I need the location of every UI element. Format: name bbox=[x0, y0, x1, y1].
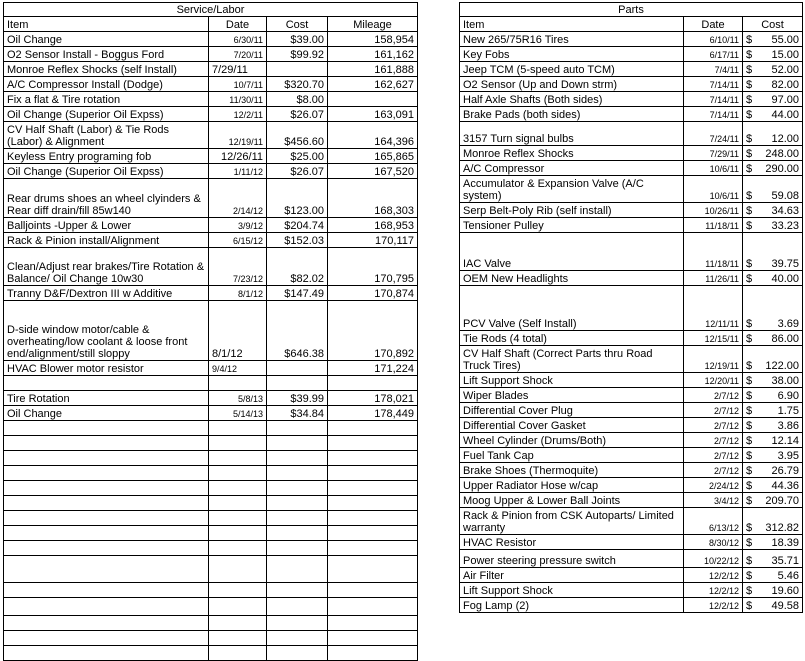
cell-cost bbox=[743, 508, 803, 535]
cell-item: Oil Change bbox=[4, 406, 209, 421]
cell-date: 10/7/11 bbox=[209, 77, 267, 92]
cell-date: 7/29/11 bbox=[684, 146, 743, 161]
cell-date: 3/4/12 bbox=[684, 493, 743, 508]
cell-cost: $82.02 bbox=[267, 248, 328, 286]
cell-item: O2 Sensor Install - Boggus Ford bbox=[4, 47, 209, 62]
cell-date: 6/17/11 bbox=[684, 47, 743, 62]
cell-item: Moog Upper & Lower Ball Joints bbox=[460, 493, 684, 508]
amount: 209.70 bbox=[765, 495, 800, 507]
cell-cost bbox=[743, 418, 803, 433]
amount: 248.00 bbox=[765, 148, 800, 160]
cell-date: 3/9/12 bbox=[209, 218, 267, 233]
table-row bbox=[460, 478, 803, 493]
cell-cost bbox=[743, 286, 803, 331]
currency-symbol: $ bbox=[746, 420, 753, 432]
amount: 3.69 bbox=[777, 318, 800, 330]
cell-item: Half Axle Shafts (Both sides) bbox=[460, 92, 684, 107]
currency-symbol: $ bbox=[746, 555, 753, 567]
cell-item: Monroe Reflex Shocks (self Install) bbox=[4, 62, 209, 77]
table-row bbox=[4, 218, 418, 233]
table-row bbox=[460, 493, 803, 508]
cell-item: Lift Support Shock bbox=[460, 583, 684, 598]
cell-date: 5/8/13 bbox=[209, 391, 267, 406]
cell-item: Air Filter bbox=[460, 568, 684, 583]
cell-cost bbox=[743, 493, 803, 508]
cell-item: Lift Support Shock bbox=[460, 373, 684, 388]
currency-symbol: $ bbox=[746, 570, 753, 582]
amount: 19.60 bbox=[771, 585, 800, 597]
cell-item: Monroe Reflex Shocks bbox=[460, 146, 684, 161]
amount: 6.90 bbox=[777, 390, 800, 402]
cell-cost bbox=[743, 271, 803, 286]
table-row bbox=[460, 32, 803, 47]
cell-cost bbox=[743, 92, 803, 107]
currency-symbol: $ bbox=[746, 133, 753, 145]
table-row bbox=[460, 535, 803, 550]
cell-item: Upper Radiator Hose w/cap bbox=[460, 478, 684, 493]
cell-cost: $26.07 bbox=[267, 107, 328, 122]
cell-item: Power steering pressure switch bbox=[460, 550, 684, 568]
cell-cost bbox=[743, 598, 803, 613]
table-row bbox=[460, 146, 803, 161]
table-row bbox=[4, 406, 418, 421]
parts-title: Parts bbox=[460, 3, 803, 17]
cell-date: 11/18/11 bbox=[684, 218, 743, 233]
cell-item: Differential Cover Gasket bbox=[460, 418, 684, 433]
amount: 55.00 bbox=[771, 34, 800, 46]
currency-symbol: $ bbox=[746, 390, 753, 402]
amount: 97.00 bbox=[771, 94, 800, 106]
cell-cost: $39.99 bbox=[267, 391, 328, 406]
cell-mileage: 170,892 bbox=[328, 301, 418, 361]
cell-item: CV Half Shaft (Labor) & Tie Rods (Labor) & Alignment bbox=[4, 122, 209, 149]
cell-cost: $34.84 bbox=[267, 406, 328, 421]
cell-item: Rear drums shoes an wheel clyinders & Rear diff drain/fill 85w140 bbox=[4, 179, 209, 218]
table-row bbox=[4, 47, 418, 62]
table-row bbox=[4, 391, 418, 406]
cell-date: 12/19/11 bbox=[209, 122, 267, 149]
col-header-item: Item bbox=[4, 17, 209, 32]
col-header-date: Date bbox=[209, 17, 267, 32]
currency-symbol: $ bbox=[746, 522, 753, 534]
amount: 34.63 bbox=[771, 205, 800, 217]
cell-cost bbox=[743, 77, 803, 92]
currency-symbol: $ bbox=[746, 190, 753, 202]
cell-item: 3157 Turn signal bulbs bbox=[460, 122, 684, 146]
table-row bbox=[460, 508, 803, 535]
currency-symbol: $ bbox=[746, 79, 753, 91]
table-row bbox=[4, 107, 418, 122]
col-header-cost: Cost bbox=[267, 17, 328, 32]
cell-cost bbox=[743, 218, 803, 233]
currency-symbol: $ bbox=[746, 220, 753, 232]
cell-date: 7/24/11 bbox=[684, 122, 743, 146]
table-row bbox=[4, 164, 418, 179]
table-row bbox=[460, 47, 803, 62]
cell-date: 2/7/12 bbox=[684, 448, 743, 463]
cell-item: CV Half Shaft (Correct Parts thru Road Truck Tires) bbox=[460, 346, 684, 373]
service-labor-table bbox=[3, 2, 418, 661]
table-row bbox=[460, 388, 803, 403]
amount: 40.00 bbox=[771, 273, 800, 285]
cell-date: 7/20/11 bbox=[209, 47, 267, 62]
currency-symbol: $ bbox=[746, 94, 753, 106]
amount: 33.23 bbox=[771, 220, 800, 232]
table-row bbox=[4, 122, 418, 149]
cell-item: D-side window motor/cable & overheating/low coolant & loose front end/alignment/still sloppy bbox=[4, 301, 209, 361]
cell-item: A/C Compressor bbox=[460, 161, 684, 176]
cell-date: 5/14/13 bbox=[209, 406, 267, 421]
table-row bbox=[460, 271, 803, 286]
cell-cost bbox=[743, 583, 803, 598]
cell-cost bbox=[743, 550, 803, 568]
cell-item: PCV Valve (Self Install) bbox=[460, 286, 684, 331]
table-row bbox=[4, 179, 418, 218]
cell-date: 12/19/11 bbox=[684, 346, 743, 373]
cell-date: 7/14/11 bbox=[684, 92, 743, 107]
cell-date: 11/30/11 bbox=[209, 92, 267, 107]
cell-item: Serp Belt-Poly Rib (self install) bbox=[460, 203, 684, 218]
cell-date: 12/20/11 bbox=[684, 373, 743, 388]
cell-item: Rack & Pinion from CSK Autoparts/ Limited warranty bbox=[460, 508, 684, 535]
amount: 49.58 bbox=[771, 600, 800, 612]
cell-date: 2/7/12 bbox=[684, 463, 743, 478]
cell-item: Key Fobs bbox=[460, 47, 684, 62]
cell-mileage: 158,954 bbox=[328, 32, 418, 47]
cell-date: 2/14/12 bbox=[209, 179, 267, 218]
table-row bbox=[460, 218, 803, 233]
amount: 15.00 bbox=[771, 49, 800, 61]
currency-symbol: $ bbox=[746, 537, 753, 549]
cell-date: 2/7/12 bbox=[684, 433, 743, 448]
cell-item: New 265/75R16 Tires bbox=[460, 32, 684, 47]
table-row bbox=[460, 346, 803, 373]
table-row bbox=[460, 463, 803, 478]
cell-cost: $456.60 bbox=[267, 122, 328, 149]
cell-item: HVAC Blower motor resistor bbox=[4, 361, 209, 376]
currency-symbol: $ bbox=[746, 49, 753, 61]
cell-cost: $8.00 bbox=[267, 92, 328, 107]
amount: 44.36 bbox=[771, 480, 800, 492]
cell-date: 10/6/11 bbox=[684, 176, 743, 203]
amount: 122.00 bbox=[765, 360, 800, 372]
cell-date: 2/7/12 bbox=[684, 388, 743, 403]
table-row bbox=[460, 433, 803, 448]
cell-cost: $99.92 bbox=[267, 47, 328, 62]
table-row bbox=[460, 176, 803, 203]
cell-mileage: 168,953 bbox=[328, 218, 418, 233]
table-row bbox=[4, 92, 418, 107]
currency-symbol: $ bbox=[746, 163, 753, 175]
currency-symbol: $ bbox=[746, 480, 753, 492]
cell-item: Oil Change (Superior Oil Expss) bbox=[4, 107, 209, 122]
cell-cost bbox=[743, 122, 803, 146]
cell-item: Clean/Adjust rear brakes/Tire Rotation & Balance/ Oil Change 10w30 bbox=[4, 248, 209, 286]
table-row bbox=[4, 62, 418, 77]
cell-date: 10/6/11 bbox=[684, 161, 743, 176]
cell-cost: $320.70 bbox=[267, 77, 328, 92]
table-row bbox=[460, 286, 803, 331]
table-row bbox=[4, 376, 418, 391]
cell-item: A/C Compressor Install (Dodge) bbox=[4, 77, 209, 92]
col-header-cost: Cost bbox=[743, 17, 803, 32]
cell-cost bbox=[743, 47, 803, 62]
cell-cost bbox=[743, 388, 803, 403]
table-row bbox=[4, 301, 418, 361]
cell-date: 6/13/12 bbox=[684, 508, 743, 535]
cell-cost bbox=[743, 203, 803, 218]
amount: 1.75 bbox=[777, 405, 800, 417]
amount: 35.71 bbox=[771, 555, 800, 567]
cell-date: 9/4/12 bbox=[209, 361, 267, 376]
cell-cost bbox=[743, 107, 803, 122]
amount: 18.39 bbox=[771, 537, 800, 549]
amount: 44.00 bbox=[771, 109, 800, 121]
cell-mileage: 178,021 bbox=[328, 391, 418, 406]
currency-symbol: $ bbox=[746, 360, 753, 372]
cell-date: 8/1/12 bbox=[209, 286, 267, 301]
cell-item: OEM New Headlights bbox=[460, 271, 684, 286]
service-title: Service/Labor bbox=[4, 3, 418, 17]
table-row bbox=[460, 448, 803, 463]
cell-mileage: 165,865 bbox=[328, 149, 418, 164]
cell-cost bbox=[743, 346, 803, 373]
cell-date: 7/23/12 bbox=[209, 248, 267, 286]
cell-date: 6/15/12 bbox=[209, 233, 267, 248]
currency-symbol: $ bbox=[746, 375, 753, 387]
cell-mileage: 170,874 bbox=[328, 286, 418, 301]
amount: 12.00 bbox=[771, 133, 800, 145]
table-row bbox=[4, 233, 418, 248]
cell-date: 12/15/11 bbox=[684, 331, 743, 346]
cell-mileage: 161,888 bbox=[328, 62, 418, 77]
table-row bbox=[460, 92, 803, 107]
cell-date: 6/30/11 bbox=[209, 32, 267, 47]
cell-cost: $152.03 bbox=[267, 233, 328, 248]
table-row bbox=[460, 233, 803, 271]
col-header-mileage: Mileage bbox=[328, 17, 418, 32]
currency-symbol: $ bbox=[746, 435, 753, 447]
cell-date: 10/26/11 bbox=[684, 203, 743, 218]
cell-cost: $39.00 bbox=[267, 32, 328, 47]
currency-symbol: $ bbox=[746, 333, 753, 345]
cell-cost bbox=[743, 233, 803, 271]
table-row bbox=[460, 107, 803, 122]
currency-symbol: $ bbox=[746, 495, 753, 507]
currency-symbol: $ bbox=[746, 258, 753, 270]
cell-cost bbox=[267, 361, 328, 376]
col-header-item: Item bbox=[460, 17, 684, 32]
currency-symbol: $ bbox=[746, 205, 753, 217]
cell-mileage: 162,627 bbox=[328, 77, 418, 92]
cell-date: 12/11/11 bbox=[684, 286, 743, 331]
table-row bbox=[4, 248, 418, 286]
cell-mileage bbox=[328, 92, 418, 107]
cell-cost bbox=[743, 463, 803, 478]
cell-mileage: 163,091 bbox=[328, 107, 418, 122]
cell-item: Jeep TCM (5-speed auto TCM) bbox=[460, 62, 684, 77]
cell-cost bbox=[743, 478, 803, 493]
cell-item: IAC Valve bbox=[460, 233, 684, 271]
parts-table bbox=[459, 2, 803, 613]
amount: 5.46 bbox=[777, 570, 800, 582]
table-row bbox=[460, 373, 803, 388]
amount: 86.00 bbox=[771, 333, 800, 345]
table-row bbox=[460, 331, 803, 346]
currency-symbol: $ bbox=[746, 64, 753, 76]
cell-item: Fog Lamp (2) bbox=[460, 598, 684, 613]
cell-date: 7/4/11 bbox=[684, 62, 743, 77]
amount: 82.00 bbox=[771, 79, 800, 91]
cell-cost: $204.74 bbox=[267, 218, 328, 233]
cell-cost bbox=[743, 568, 803, 583]
cell-mileage: 161,162 bbox=[328, 47, 418, 62]
amount: 39.75 bbox=[771, 258, 800, 270]
cell-item: Tire Rotation bbox=[4, 391, 209, 406]
amount: 3.86 bbox=[777, 420, 800, 432]
cell-cost bbox=[267, 62, 328, 77]
cell-date: 2/24/12 bbox=[684, 478, 743, 493]
table-row bbox=[460, 583, 803, 598]
currency-symbol: $ bbox=[746, 273, 753, 285]
table-row bbox=[4, 149, 418, 164]
amount: 38.00 bbox=[771, 375, 800, 387]
currency-symbol: $ bbox=[746, 109, 753, 121]
amount: 59.08 bbox=[771, 190, 800, 202]
cell-date: 11/26/11 bbox=[684, 271, 743, 286]
cell-cost: $123.00 bbox=[267, 179, 328, 218]
amount: 312.82 bbox=[765, 522, 800, 534]
table-row bbox=[460, 77, 803, 92]
cell-cost bbox=[743, 32, 803, 47]
cell-item: Accumulator & Expansion Valve (A/C system) bbox=[460, 176, 684, 203]
table-row bbox=[460, 418, 803, 433]
cell-cost bbox=[743, 403, 803, 418]
table-row bbox=[460, 203, 803, 218]
cell-date: 8/1/12 bbox=[209, 301, 267, 361]
amount: 290.00 bbox=[765, 163, 800, 175]
currency-symbol: $ bbox=[746, 405, 753, 417]
cell-mileage: 167,520 bbox=[328, 164, 418, 179]
table-row bbox=[460, 161, 803, 176]
cell-item: Tie Rods (4 total) bbox=[460, 331, 684, 346]
cell-mileage: 178,449 bbox=[328, 406, 418, 421]
table-row bbox=[460, 122, 803, 146]
table-row bbox=[4, 32, 418, 47]
cell-item: Oil Change bbox=[4, 32, 209, 47]
cell-cost bbox=[743, 535, 803, 550]
table-row bbox=[460, 568, 803, 583]
cell-date: 10/22/12 bbox=[684, 550, 743, 568]
cell-item: Tranny D&F/Dextron III w Additive bbox=[4, 286, 209, 301]
currency-symbol: $ bbox=[746, 600, 753, 612]
cell-date: 12/2/12 bbox=[684, 583, 743, 598]
cell-item: Differential Cover Plug bbox=[460, 403, 684, 418]
cell-cost bbox=[743, 146, 803, 161]
cell-date: 8/30/12 bbox=[684, 535, 743, 550]
cell-date: 11/18/11 bbox=[684, 233, 743, 271]
cell-item: Brake Pads (both sides) bbox=[460, 107, 684, 122]
table-row bbox=[460, 550, 803, 568]
cell-mileage: 164,396 bbox=[328, 122, 418, 149]
col-header-date: Date bbox=[684, 17, 743, 32]
cell-item: Brake Shoes (Thermoquite) bbox=[460, 463, 684, 478]
currency-symbol: $ bbox=[746, 585, 753, 597]
amount: 26.79 bbox=[771, 465, 800, 477]
cell-item: Fix a flat & Tire rotation bbox=[4, 92, 209, 107]
cell-cost: $26.07 bbox=[267, 164, 328, 179]
cell-cost bbox=[743, 161, 803, 176]
cell-date: 7/29/11 bbox=[209, 62, 267, 77]
amount: 12.14 bbox=[771, 435, 800, 447]
table-row bbox=[4, 77, 418, 92]
cell-item: Fuel Tank Cap bbox=[460, 448, 684, 463]
cell-cost: $646.38 bbox=[267, 301, 328, 361]
cell-cost bbox=[743, 373, 803, 388]
table-row bbox=[460, 62, 803, 77]
cell-date: 6/10/11 bbox=[684, 32, 743, 47]
currency-symbol: $ bbox=[746, 450, 753, 462]
cell-date: 7/14/11 bbox=[684, 77, 743, 92]
cell-mileage: 170,117 bbox=[328, 233, 418, 248]
currency-symbol: $ bbox=[746, 34, 753, 46]
amount: 3.95 bbox=[777, 450, 800, 462]
cell-item: Rack & Pinion install/Alignment bbox=[4, 233, 209, 248]
cell-item: Balljoints -Upper & Lower bbox=[4, 218, 209, 233]
cell-item: Keyless Entry programing fob bbox=[4, 149, 209, 164]
cell-mileage: 170,795 bbox=[328, 248, 418, 286]
cell-item: Oil Change (Superior Oil Expss) bbox=[4, 164, 209, 179]
cell-mileage: 168,303 bbox=[328, 179, 418, 218]
cell-date: 12/2/12 bbox=[684, 568, 743, 583]
cell-date: 12/26/11 bbox=[209, 149, 267, 164]
cell-cost bbox=[743, 433, 803, 448]
currency-symbol: $ bbox=[746, 318, 753, 330]
table-row bbox=[460, 403, 803, 418]
cell-item: O2 Sensor (Up and Down strm) bbox=[460, 77, 684, 92]
cell-cost bbox=[743, 62, 803, 77]
table-row bbox=[4, 286, 418, 301]
cell-cost: $147.49 bbox=[267, 286, 328, 301]
table-row bbox=[460, 598, 803, 613]
cell-cost: $25.00 bbox=[267, 149, 328, 164]
currency-symbol: $ bbox=[746, 148, 753, 160]
cell-item: Tensioner Pulley bbox=[460, 218, 684, 233]
cell-mileage: 171,224 bbox=[328, 361, 418, 376]
cell-date: 12/2/11 bbox=[209, 107, 267, 122]
currency-symbol: $ bbox=[746, 465, 753, 477]
cell-date: 7/14/11 bbox=[684, 107, 743, 122]
cell-item: Wiper Blades bbox=[460, 388, 684, 403]
cell-item: HVAC Resistor bbox=[460, 535, 684, 550]
table-row bbox=[4, 361, 418, 376]
cell-date: 2/7/12 bbox=[684, 403, 743, 418]
cell-date: 1/11/12 bbox=[209, 164, 267, 179]
cell-cost bbox=[743, 176, 803, 203]
cell-date: 2/7/12 bbox=[684, 418, 743, 433]
cell-cost bbox=[743, 331, 803, 346]
cell-date: 12/2/12 bbox=[684, 598, 743, 613]
cell-item: Wheel Cylinder (Drums/Both) bbox=[460, 433, 684, 448]
cell-cost bbox=[743, 448, 803, 463]
amount: 52.00 bbox=[771, 64, 800, 76]
